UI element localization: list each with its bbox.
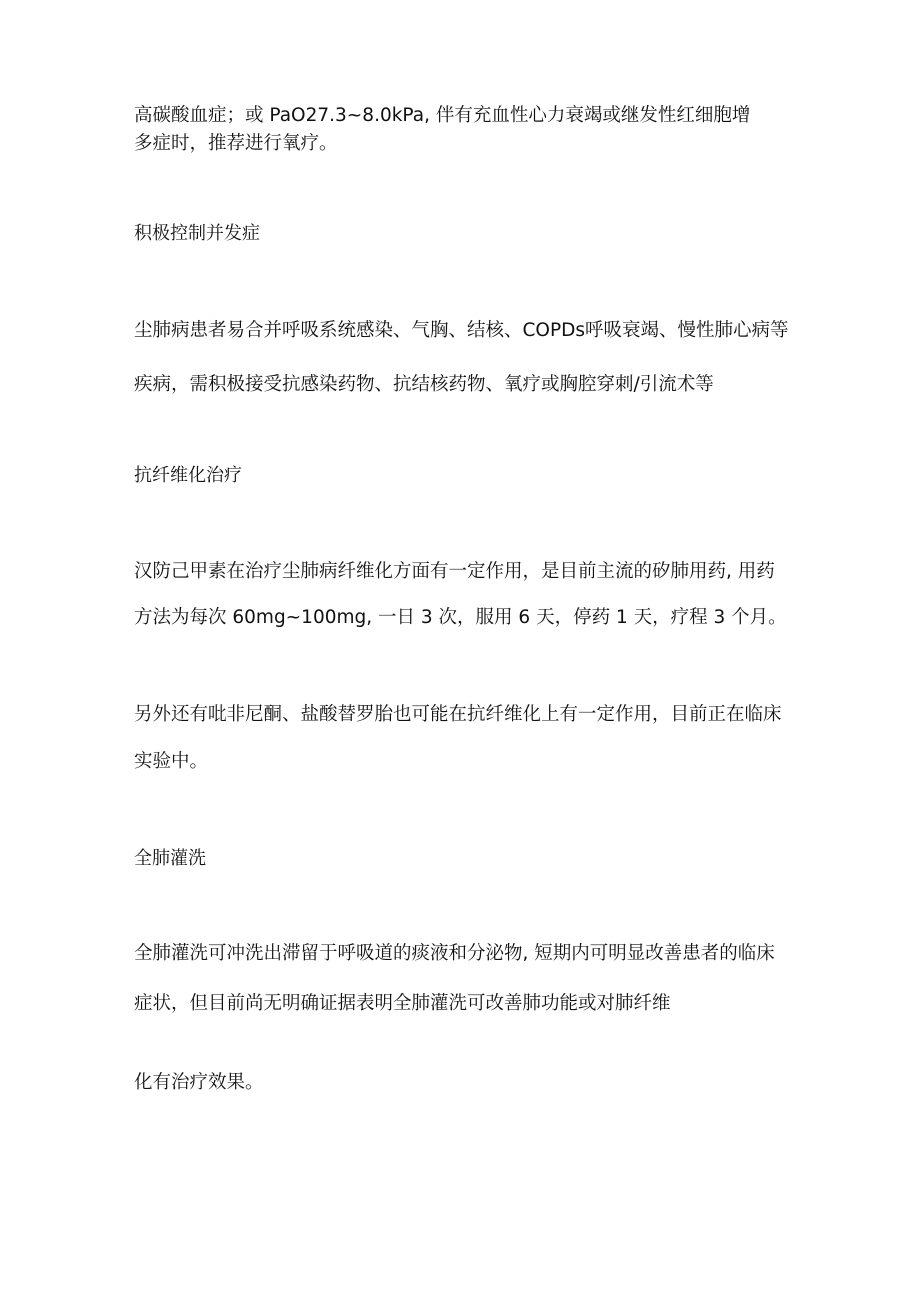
paragraph-line: 另外还有吡非尼酮、盐酸替罗胎也可能在抗纤维化上有一定作用，目前正在临床 bbox=[134, 704, 782, 725]
section-heading: 抗纤维化治疗 bbox=[134, 465, 242, 486]
paragraph-line: 高碳酸血症；或 PaO27.3~8.0kPa, 伴有充血性心力衰竭或继发性红细胞增 bbox=[134, 105, 751, 126]
paragraph-line: 实验中。 bbox=[134, 751, 209, 772]
paragraph-line: 多症时，推荐进行氧疗。 bbox=[134, 133, 338, 154]
paragraph-line: 尘肺病患者易合并呼吸系统感染、气胸、结核、COPDs呼吸衰竭、慢性肺心病等 bbox=[134, 320, 789, 341]
paragraph-line: 化有治疗效果。 bbox=[134, 1072, 264, 1093]
paragraph-line: 症状，但目前尚无明确证据表明全肺灌洗可改善肺功能或对肺纤维 bbox=[134, 993, 671, 1014]
section-heading: 积极控制并发症 bbox=[134, 223, 260, 244]
section-heading: 全肺灌洗 bbox=[134, 848, 206, 869]
paragraph-line: 全肺灌洗可冲洗出滞留于呼吸道的痰液和分泌物, 短期内可明显改善患者的临床 bbox=[134, 943, 775, 964]
paragraph-line: 方法为每次 60mg~100mg, 一日 3 次，服用 6 天，停药 1 天，疗程 3 个月。 bbox=[134, 607, 787, 628]
paragraph-line: 汉防己甲素在治疗尘肺病纤维化方面有一定作用，是目前主流的矽肺用药, 用药 bbox=[134, 561, 775, 582]
paragraph-line: 疾病，需积极接受抗感染药物、抗结核药物、氧疗或胸腔穿刺/引流术等 bbox=[134, 374, 714, 395]
